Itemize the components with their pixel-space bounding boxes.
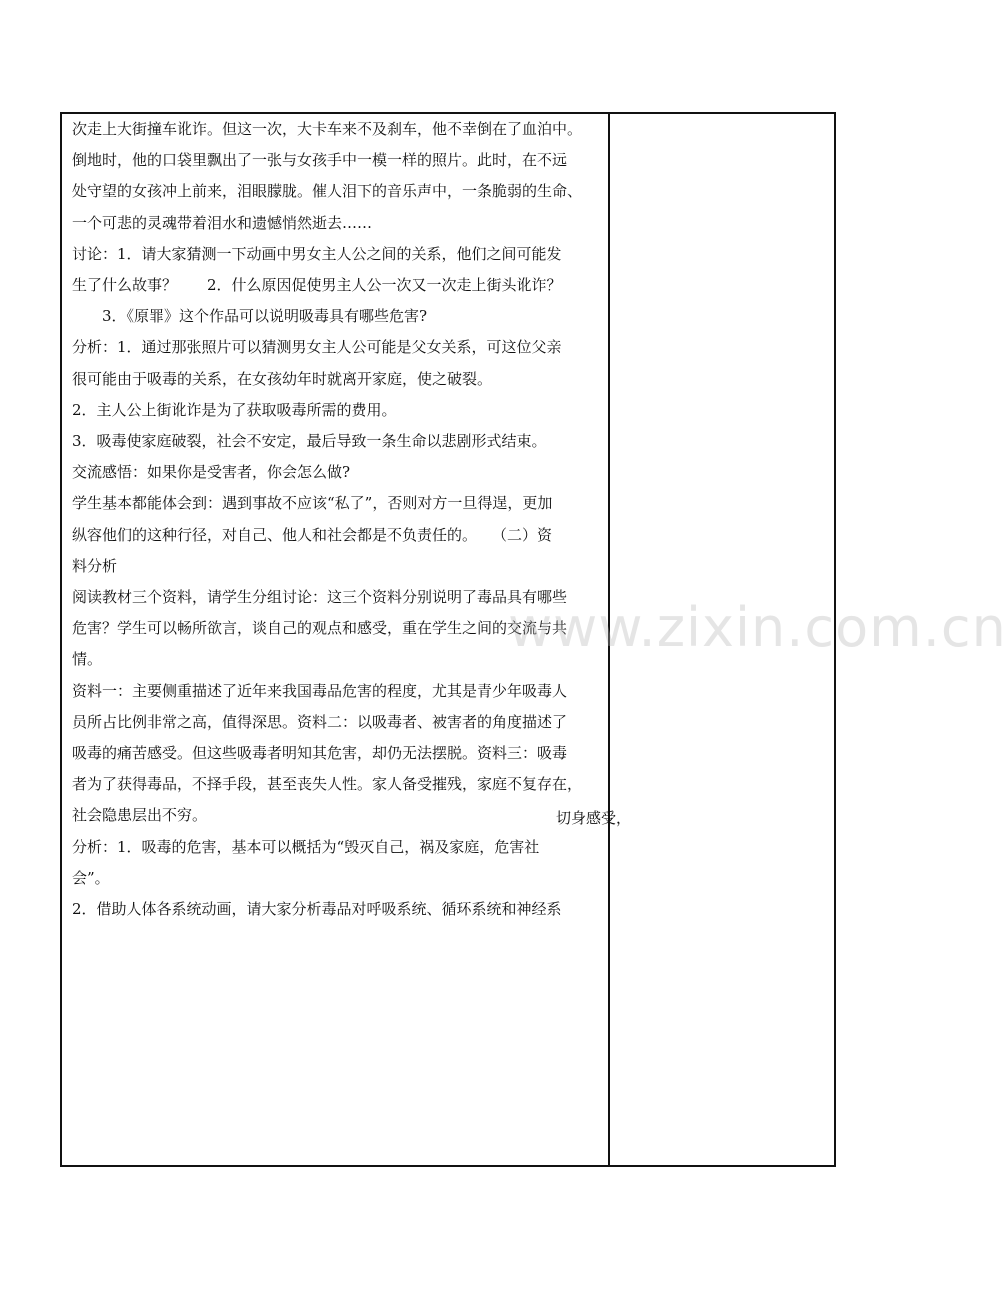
main-text-column [72,114,604,925]
text-line: 料分析 [72,556,118,575]
text-line: 讨论：1．请大家猜测一下动画中男女主人公之间的关系，他们之间可能发 [72,244,562,263]
watermark: www.zixin.com.cn [508,596,1007,659]
text-line: 交流感悟：如果你是受害者，你会怎么做? [72,463,351,482]
text-line: 3．《原罪》这个作品可以说明吸毒具有哪些危害? [102,307,428,326]
text-line: 2．主人公上街讹诈是为了获取吸毒所需的费用。 [72,400,397,419]
text-line: 情。 [72,650,103,669]
side-note: 切身感受， [556,809,632,827]
text-line: 分析：1．通过那张照片可以猜测男女主人公可能是父女关系，可这位父亲 [72,338,562,357]
text-line: 次走上大街撞车讹诈。但这一次，大卡车来不及刹车，他不幸倒在了血泊中。 [72,120,583,138]
text-line: 倒地时，他的口袋里飘出了一张与女孩手中一模一样的照片。此时，在不远 [72,151,568,170]
text-line: 会”。 [72,868,110,887]
text-line: 一个可悲的灵魂带着泪水和遗憾悄然逝去…… [72,213,373,232]
text-line: 者为了获得毒品，不择手段，甚至丧失人性。家人备受摧残，家庭不复存在， [72,775,583,794]
text-line: 2．借助人体各系统动画，请大家分析毒品对呼吸系统、循环系统和神经系 [72,900,562,919]
text-line: 资料一：主要侧重描述了近年来我国毒品危害的程度，尤其是青少年吸毒人 [72,681,568,700]
text-line: 很可能由于吸毒的关系，在女孩幼年时就离开家庭，使之破裂。 [72,369,493,388]
text-line: 处守望的女孩冲上前来，泪眼朦胧。催人泪下的音乐声中，一条脆弱的生命、 [72,182,583,201]
text-line: 分析：1．吸毒的危害，基本可以概括为“毁灭自己，祸及家庭，危害社 [72,837,540,856]
text-line: 3．吸毒使家庭破裂，社会不安定，最后导致一条生命以悲剧形式结束。 [72,432,547,451]
text-line: 危害？学生可以畅所欲言，谈自己的观点和感受，重在学生之间的交流与共 [72,619,568,638]
text-line: 纵容他们的这种行径，对自己、他人和社会都是不负责任的。 （二）资 [72,525,553,544]
text-line: 社会隐患层出不穷。 [72,806,208,825]
text-line: 吸毒的痛苦感受。但这些吸毒者明知其危害，却仍无法摆脱。资料三：吸毒 [72,744,568,763]
text-line: 生了什么故事？ 2．什么原因促使男主人公一次又一次走上街头讹诈？ [72,276,562,295]
text-line: 员所占比例非常之高，值得深思。资料二：以吸毒者、被害者的角度描述了 [72,712,568,731]
text-line: 学生基本都能体会到：遇到事故不应该“私了”，否则对方一旦得逞，更加 [72,494,553,513]
text-line: 阅读教材三个资料，请学生分组讨论：这三个资料分别说明了毒品具有哪些 [72,588,568,607]
